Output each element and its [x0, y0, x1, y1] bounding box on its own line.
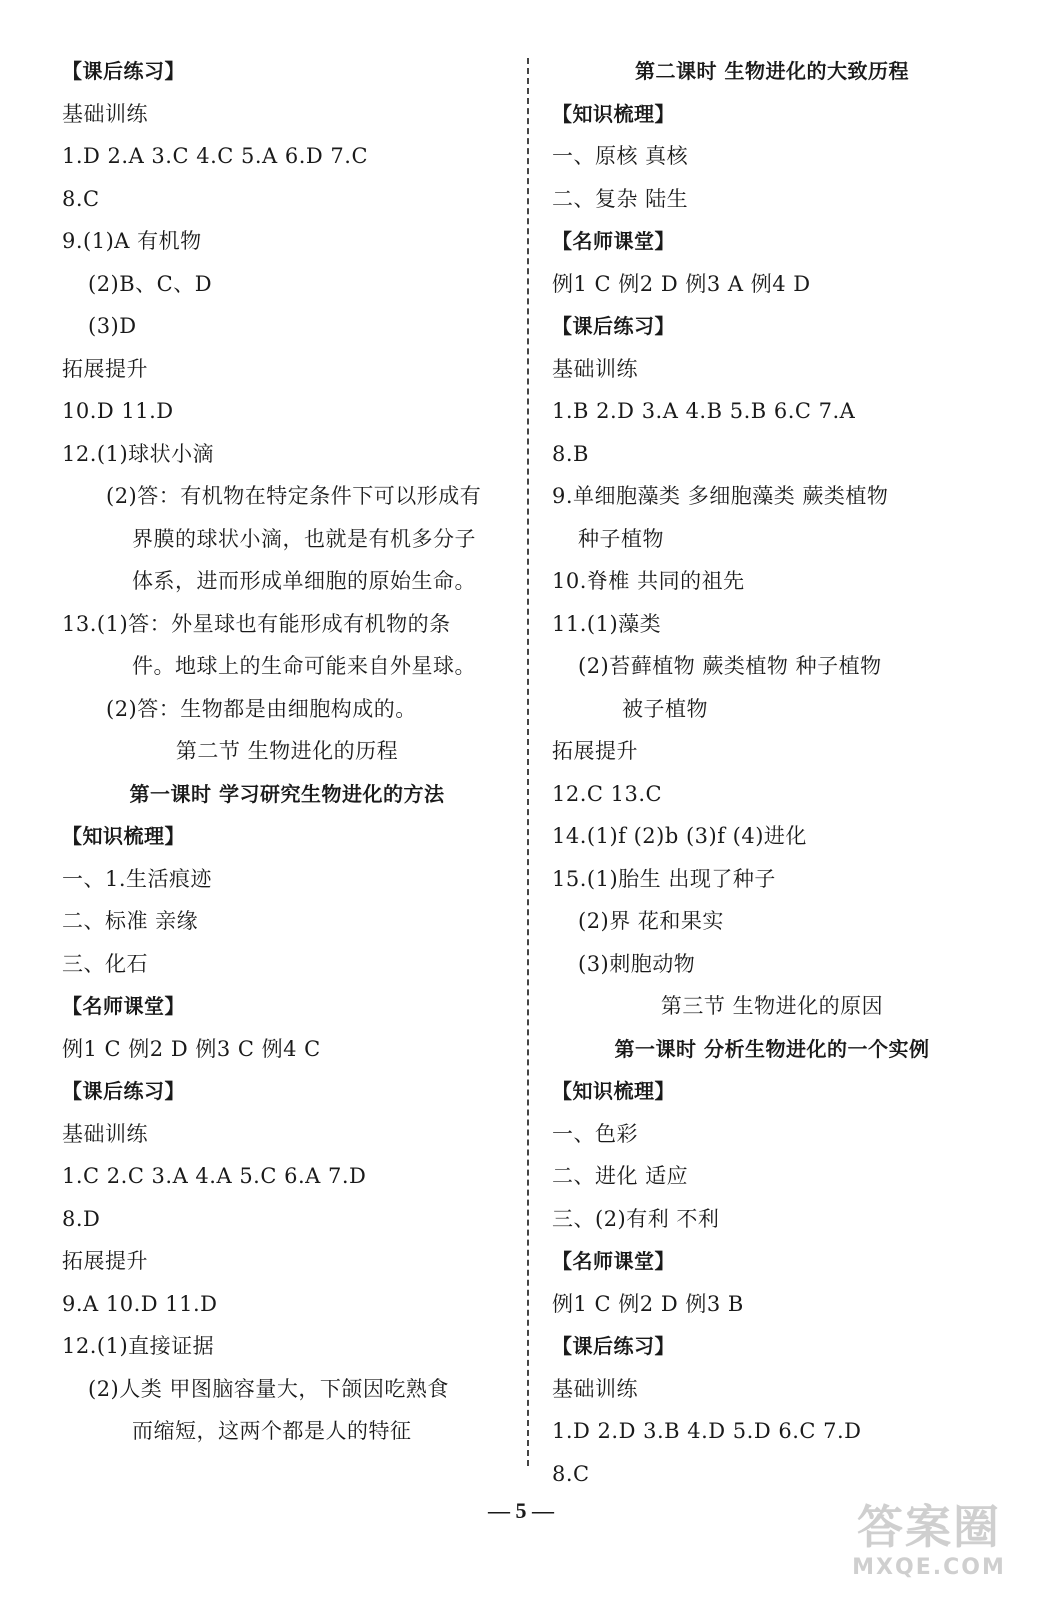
- left-column-line: 1.C 2.C 3.A 4.A 5.C 6.A 7.D: [62, 1164, 367, 1188]
- right-column-line: 【名师课堂】: [552, 1249, 675, 1273]
- right-column-line: 9.单细胞藻类 多细胞藻类 蕨类植物: [552, 484, 889, 508]
- right-column-line: 拓展提升: [552, 739, 638, 763]
- watermark-logo-site: MXQE.COM: [852, 1555, 1006, 1580]
- left-column-line: 例1 C 例2 D 例3 C 例4 C: [62, 1036, 321, 1061]
- left-column-line: 一、1.生活痕迹: [62, 866, 213, 891]
- left-column-line: 第二节 生物进化的历程: [175, 739, 399, 763]
- right-column-line: 一、原核 真核: [552, 144, 689, 168]
- right-column-line: 二、复杂 陆生: [552, 186, 689, 211]
- left-column-line: (2)B、C、D: [88, 271, 213, 296]
- right-column-line: 第一课时 分析生物进化的一个实例: [614, 1036, 930, 1061]
- left-column-line: (3)D: [88, 314, 137, 338]
- right-column-line: 【课后练习】: [552, 314, 675, 338]
- left-column-line: 二、标准 亲缘: [62, 909, 199, 933]
- left-column-line: 13.(1)答：外星球也有能形成有机物的条: [62, 611, 451, 636]
- right-column-line: 三、(2)有利 不利: [552, 1206, 720, 1231]
- right-column-line: 12.C 13.C: [552, 781, 663, 806]
- left-column-line: 1.D 2.A 3.C 4.C 5.A 6.D 7.C: [62, 144, 369, 168]
- left-column-line: 基础训练: [62, 101, 148, 126]
- left-column-line: 12.(1)直接证据: [62, 1334, 215, 1358]
- right-column: [552, 50, 992, 1495]
- watermark-logo: [844, 1500, 1014, 1590]
- right-column-line: 8.B: [552, 441, 589, 466]
- left-column-line: 三、化石: [62, 951, 148, 976]
- left-column-line: 【课后练习】: [62, 1079, 185, 1103]
- right-column-line: 例1 C 例2 D 例3 A 例4 D: [552, 271, 811, 296]
- right-column-line: 15.(1)胎生 出现了种子: [552, 866, 776, 891]
- left-column-line: 件。地球上的生命可能来自外星球。: [132, 654, 476, 678]
- right-column-line: 1.B 2.D 3.A 4.B 5.B 6.C 7.A: [552, 399, 856, 423]
- right-column-line: 二、进化 适应: [552, 1164, 689, 1188]
- left-column-line: (2)答：有机物在特定条件下可以形成有: [106, 484, 482, 508]
- left-column-line: 10.D 11.D: [62, 399, 174, 423]
- left-column-line: 【知识梳理】: [62, 824, 185, 848]
- right-column-line: 1.D 2.D 3.B 4.D 5.D 6.C 7.D: [552, 1419, 862, 1443]
- right-column-line: 8.C: [552, 1461, 590, 1486]
- page-number: — 5 —: [488, 1498, 554, 1523]
- left-column-line: 而缩短，这两个都是人的特征: [132, 1419, 412, 1443]
- left-column-line: 体系，进而形成单细胞的原始生命。: [132, 569, 476, 593]
- left-column-line: 第一课时 学习研究生物进化的方法: [129, 781, 445, 806]
- left-column-line: 9.A 10.D 11.D: [62, 1291, 218, 1316]
- watermark-logo-title: 答案圈: [857, 1500, 1001, 1554]
- right-column-line: (2)界 花和果实: [578, 909, 724, 933]
- right-column-line: 第三节 生物进化的原因: [660, 994, 884, 1018]
- right-column-line: 基础训练: [552, 1376, 638, 1401]
- left-column-line: (2)人类 甲图脑容量大，下颌因吃熟食: [88, 1376, 449, 1401]
- right-column-line: 一、色彩: [552, 1121, 638, 1146]
- left-column: [62, 50, 512, 1453]
- right-column-line: 10.脊椎 共同的祖先: [552, 569, 745, 593]
- right-column-line: (3)刺胞动物: [578, 951, 696, 976]
- right-column-line: 14.(1)f (2)b (3)f (4)进化: [552, 824, 807, 848]
- right-column-line: 被子植物: [622, 696, 708, 721]
- left-column-line: 拓展提升: [62, 356, 148, 381]
- right-column-line: 【课后练习】: [552, 1334, 675, 1358]
- right-column-line: 11.(1)藻类: [552, 611, 662, 636]
- left-column-line: 12.(1)球状小滴: [62, 441, 215, 466]
- right-column-line: 【知识梳理】: [552, 101, 675, 126]
- column-divider: [527, 58, 529, 1466]
- right-column-line: 基础训练: [552, 356, 638, 381]
- left-column-line: 拓展提升: [62, 1249, 148, 1273]
- left-column-line: 8.C: [62, 186, 100, 211]
- left-column-line: 8.D: [62, 1206, 101, 1231]
- right-column-line: 第二课时 生物进化的大致历程: [635, 59, 909, 83]
- right-column-line: 种子植物: [578, 526, 664, 551]
- left-column-line: 基础训练: [62, 1121, 148, 1146]
- right-column-line: 【知识梳理】: [552, 1079, 675, 1103]
- left-column-line: 【课后练习】: [62, 59, 185, 83]
- left-column-line: 界膜的球状小滴，也就是有机多分子: [132, 526, 476, 551]
- right-column-line: 【名师课堂】: [552, 229, 675, 253]
- left-column-line: 【名师课堂】: [62, 994, 185, 1018]
- right-column-line: 例1 C 例2 D 例3 B: [552, 1291, 744, 1316]
- right-column-line: (2)苔藓植物 蕨类植物 种子植物: [578, 654, 882, 678]
- left-column-line: (2)答：生物都是由细胞构成的。: [106, 696, 417, 721]
- left-column-line: 9.(1)A 有机物: [62, 229, 202, 253]
